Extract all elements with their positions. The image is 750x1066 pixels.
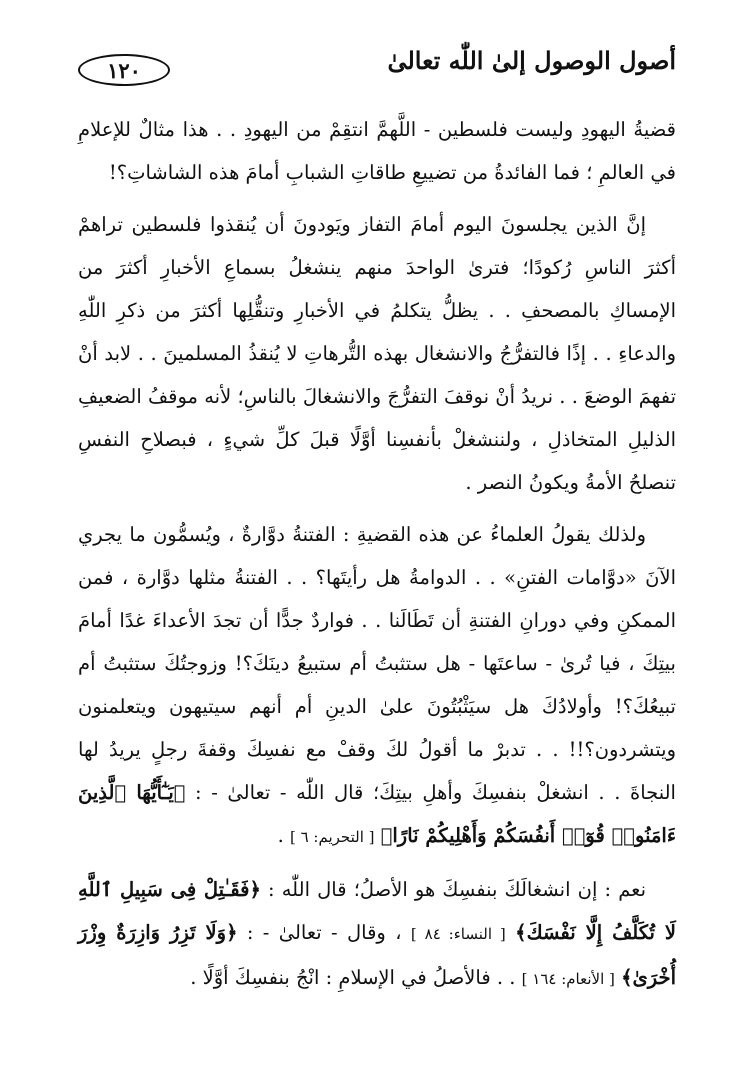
verse-reference: [ الأنعام: ١٦٤ ] xyxy=(521,970,615,988)
verse-reference: [ النساء: ٨٤ ] xyxy=(410,925,506,943)
paragraph-text: . xyxy=(277,824,284,847)
page-body xyxy=(78,108,676,1010)
paragraph-2 xyxy=(78,203,676,504)
paragraph-1 xyxy=(78,108,676,194)
paragraph-text: إنَّ الذين يجلسونَ اليوم أمامَ التفاز ويَودونَ أن يُنقذوا فلسطين تراهمْ أكثرَ الناسِ رُكودًا؛ فترىٰ الواحدَ منهم ينشغلُ بسماعِ الأخبارِ أكثرَ من الإمساكِ بالمصحفِ . . يظلُّ يتكلمُ في الأخبارِ وتنقُّلِها أكثرَ من ذكرِ اللّٰهِ والدعاءِ . . إذًا فالتفرُّجُ والانشغال بهذه التُّرهاتِ لا يُنقذُ المسلمينَ . . لابد أنْ تفهمَ الوضعَ . . نريدُ أنْ نوقفَ التفرُّجَ والانشغالَ بالناسِ؛ لأنه موقفُ الضعيفِ الذليلِ المتخاذلِ ، ولننشغلْ بأنفسِنا أوَّلًا قبلَ كلِّ شيءٍ ، فبصلاحِ النفسِ تنصلحُ الأمةُ ويكونُ النصر . xyxy=(78,213,676,494)
header-title: أصول الوصول إلىٰ اللّٰه تعالىٰ xyxy=(387,46,676,75)
verse-reference: [ التحريم: ٦ ] xyxy=(289,828,375,846)
paragraph-text: نعم : إن انشغالَكَ بنفسِكَ هو الأصلُ؛ قال اللّٰه : xyxy=(260,878,647,901)
page-number: ١٢٠ xyxy=(78,54,170,86)
quran-verse: ﴿يَـٰٓأَيُّهَا ٱلَّذِينَ ءَامَنُوا۟ قُوٓا۟ أَنفُسَكُمْ وَأَهْلِيكُمْ نَارًا﴾ xyxy=(78,781,676,847)
paragraph-3 xyxy=(78,513,676,859)
quran-verse: ﴿وَلَا تَزِرُ وَازِرَةٌ وِزْرَ أُخْرَىٰ﴾ xyxy=(78,921,676,989)
quran-verse: ﴿فَقَـٰتِلْ فِى سَبِيلِ ٱللَّهِ لَا تُكَلَّفُ إِلَّا نَفْسَكَ﴾ xyxy=(78,878,677,944)
paragraph-text: . . فالأصلُ في الإسلامِ : انْجُ بنفسِكَ أوَّلًا . xyxy=(190,966,516,989)
page-header xyxy=(78,42,676,98)
paragraph-text: ولذلك يقولُ العلماءُ عن هذه القضيةِ : الفتنةُ دوَّارةٌ ، ويُسمُّون ما يجري الآنَ «دوَّامات الفتنِ» . . الدوامةُ هل رأيتَها؟ . . الفتنةُ مثلها دوَّارة ، فمن الممكنِ وفي دورانِ الفتنةِ أن تَطَالَنا . . فواردٌ جدًّا أن تجدَ الأعداءَ غدًا أمامَ بيتِكَ ، فيا تُرىٰ - ساعتَها - هل ستثبتُ أم ستبيعُ دينَكَ؟! وزوجتُكَ ستثبتُ أم تبيعُكَ؟! وأولادُكَ هل سيَثْبُتُونَ علىٰ الدينِ أم أنهم سيتيهون ويتعلمنون ويتشردون؟!! . . تدبرْ ما أقولُ لكَ وقفْ مع نفسِكَ وقفةَ رجلٍ يريدُ لها النجاةَ . . انشغلْ بنفسِكَ وأهلِ بيتِكَ؛ قال اللّٰه - تعالىٰ - : xyxy=(78,523,676,804)
paragraph-text: ، وقال - تعالىٰ - : xyxy=(237,921,402,944)
paragraph-text: قضيةُ اليهودِ وليست فلسطين - اللَّهمَّ انتقِمْ من اليهودِ . . هذا مثالٌ للإعلامِ في العالمِ ؛ فما الفائدةُ من تضييعِ طاقاتِ الشبابِ أمامَ هذه الشاشاتِ؟! xyxy=(78,118,676,184)
paragraph-4 xyxy=(78,868,676,1001)
